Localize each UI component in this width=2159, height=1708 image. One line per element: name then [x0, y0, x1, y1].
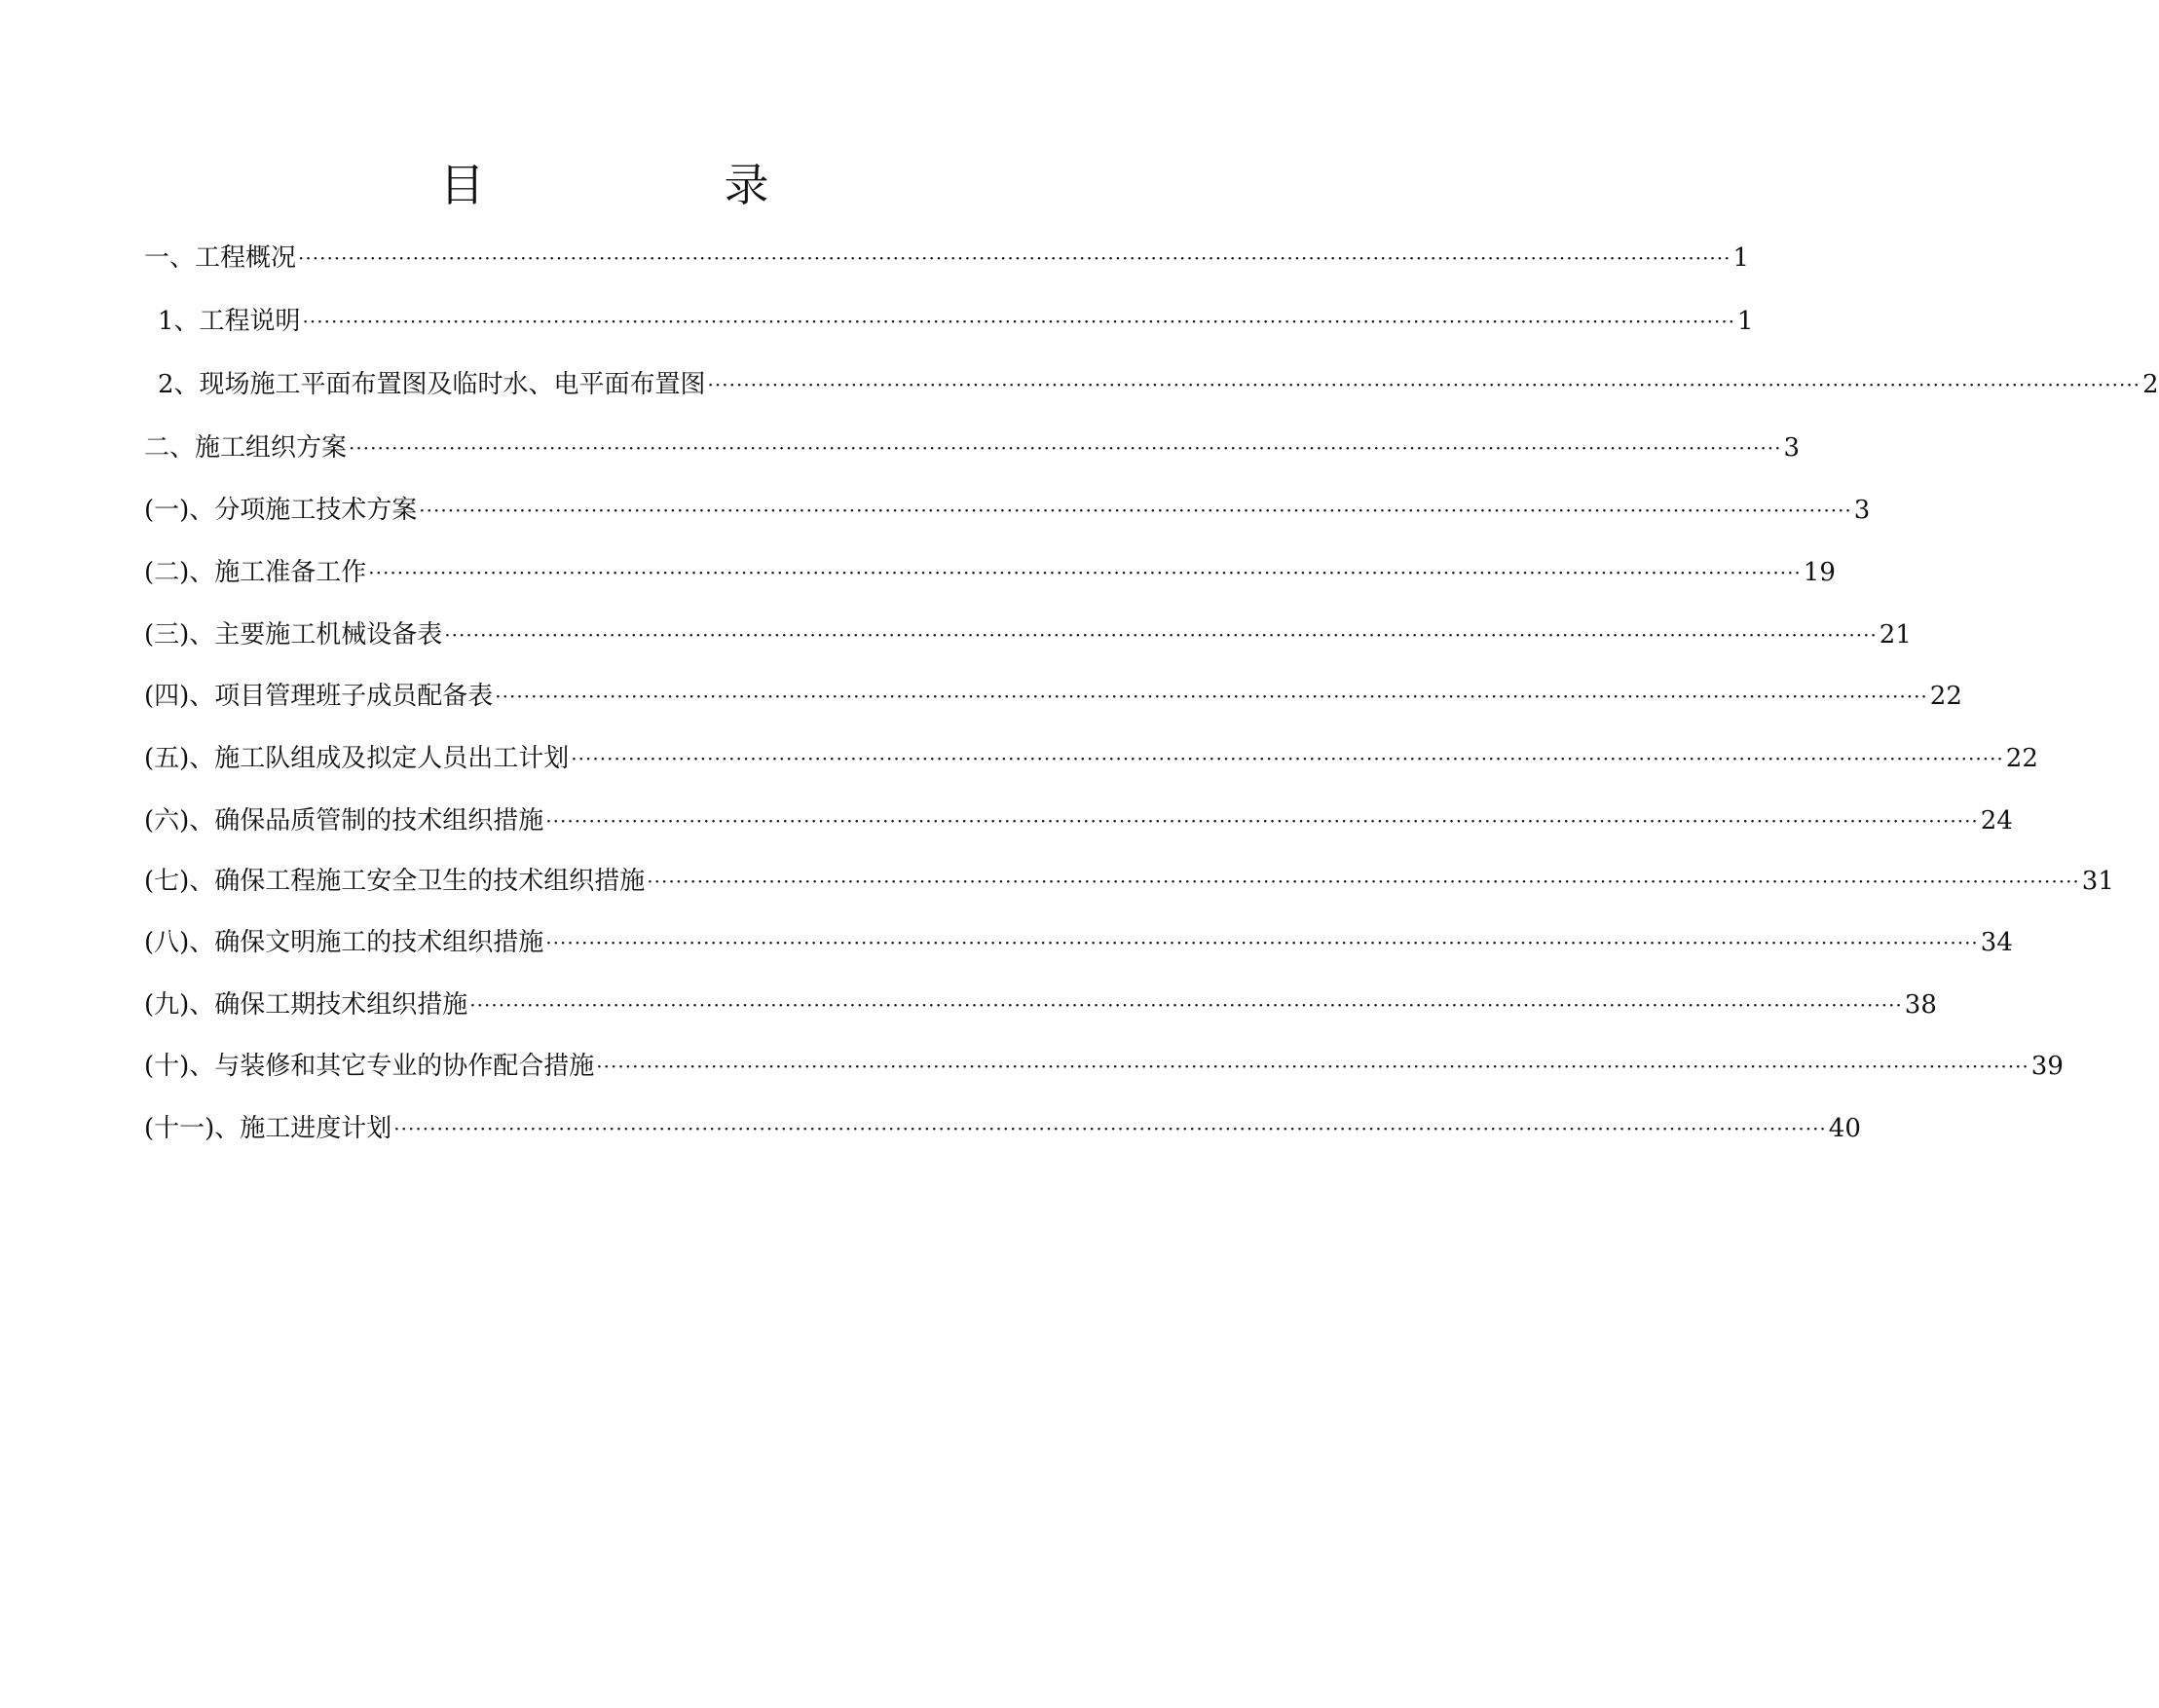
toc-entry[interactable] — [158, 365, 2159, 404]
toc-entry-label: (十)、与装修和其它专业的协作配合措施 — [144, 1052, 595, 1081]
toc-entry-page: 22 — [1929, 682, 1962, 711]
toc-entry-page: 24 — [1980, 806, 2013, 835]
toc-entry[interactable] — [144, 553, 1836, 592]
toc-entry[interactable] — [144, 862, 2114, 901]
toc-leader-dots: ········································································································································································································ — [393, 1117, 1827, 1140]
toc-entry[interactable] — [144, 615, 1912, 654]
toc-entry[interactable] — [144, 985, 1937, 1024]
page-title: 目 录 — [439, 159, 867, 211]
toc-entry-page: 1 — [1732, 243, 1750, 273]
toc-leader-dots: ········································································································································································································ — [469, 993, 1903, 1017]
toc-entry-page: 39 — [2030, 1052, 2064, 1081]
toc-entry-label: (八)、确保文明施工的技术组织措施 — [144, 928, 544, 957]
toc-entry-page: 1 — [1737, 307, 1754, 336]
toc-leader-dots: ········································································································································································································ — [647, 870, 2080, 893]
toc-entry-page: 38 — [1904, 990, 1937, 1020]
toc-entry-label: (五)、施工队组成及拟定人员出工计划 — [144, 744, 570, 773]
toc-entry-page: 31 — [2081, 867, 2114, 896]
toc-entry-page: 3 — [1783, 433, 1801, 463]
toc-entry-label: 二、施工组织方案 — [144, 433, 348, 463]
toc-leader-dots: ········································································································································································································ — [368, 561, 1802, 584]
toc-leader-dots: ········································································································································································································ — [545, 931, 1979, 954]
toc-entry[interactable] — [144, 739, 2038, 778]
toc-entry[interactable] — [144, 1047, 2064, 1086]
toc-entry-label: (九)、确保工期技术组织措施 — [144, 990, 468, 1020]
toc-entry-label: (三)、主要施工机械设备表 — [144, 620, 443, 650]
toc-entry-label: (二)、施工准备工作 — [144, 558, 367, 587]
toc-entry[interactable] — [144, 491, 1871, 530]
toc-entry[interactable] — [144, 923, 2013, 962]
toc-entry-page: 34 — [1980, 928, 2013, 957]
toc-entry-page: 2 — [2142, 370, 2159, 399]
toc-entry[interactable] — [144, 428, 1801, 467]
toc-entry[interactable] — [144, 677, 1962, 716]
toc-leader-dots: ········································································································································································································ — [571, 747, 2004, 770]
toc-leader-dots: ········································································································································································································ — [495, 685, 1928, 708]
toc-entry-page: 21 — [1879, 620, 1912, 650]
toc-leader-dots: ········································································································································································································ — [707, 373, 2141, 396]
toc-leader-dots: ········································································································································································································ — [444, 623, 1878, 647]
toc-entry-page: 3 — [1853, 496, 1871, 525]
toc-entry[interactable] — [144, 801, 2013, 840]
toc-entry-label: (六)、确保品质管制的技术组织措施 — [144, 806, 544, 835]
toc-entry[interactable] — [158, 302, 1754, 341]
toc-entry-page: 22 — [2005, 744, 2038, 773]
toc-leader-dots: ········································································································································································································ — [349, 436, 1782, 460]
toc-entry-label: 2、现场施工平面布置图及临时水、电平面布置图 — [158, 370, 706, 399]
toc-entry-label: (十一)、施工进度计划 — [144, 1114, 392, 1143]
toc-leader-dots: ········································································································································································································ — [302, 310, 1736, 333]
toc-entry-page: 40 — [1828, 1114, 1861, 1143]
toc-leader-dots: ········································································································································································································ — [596, 1055, 2029, 1078]
toc-entry-label: 一、工程概况 — [144, 243, 297, 273]
toc-entry-label: (一)、分项施工技术方案 — [144, 496, 418, 525]
toc-entry[interactable] — [144, 239, 1750, 278]
toc-leader-dots: ········································································································································································································ — [419, 499, 1852, 522]
toc-entry-label: (四)、项目管理班子成员配备表 — [144, 682, 494, 711]
toc-leader-dots: ········································································································································································································ — [545, 809, 1979, 833]
toc-leader-dots: ········································································································································································································ — [298, 246, 1731, 270]
toc-entry-page: 19 — [1803, 558, 1836, 587]
toc-entry[interactable] — [144, 1109, 1861, 1148]
toc-entry-label: (七)、确保工程施工安全卫生的技术组织措施 — [144, 867, 646, 896]
toc-entry-label: 1、工程说明 — [158, 307, 301, 336]
